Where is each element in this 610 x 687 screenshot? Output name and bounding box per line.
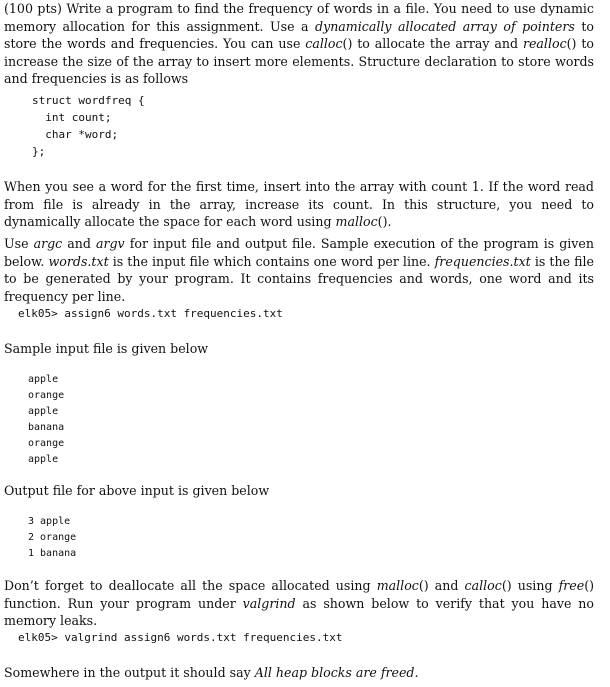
struct-code-block: struct wordfreq { int count; char *word; }; bbox=[32, 94, 145, 158]
intro-paragraph: (100 pts) Write a program to find the frequency of words in a file. You need to use dynamic memory allocation for this assignment. Use a dynamically allocated array of pointers to store the words and frequencies. You can use calloc() to allocate the array and realloc() to increase the size of the array to insert more elements. Structure declaration to store words and frequencies is as follows bbox=[4, 1, 594, 86]
input-line: apple bbox=[28, 374, 59, 385]
input-line: orange bbox=[28, 438, 65, 449]
input-line: banana bbox=[28, 422, 65, 433]
output-line: 3 apple bbox=[28, 516, 71, 527]
output-line: 2 orange bbox=[28, 532, 77, 543]
sample-output-block bbox=[28, 514, 76, 562]
input-line: apple bbox=[28, 454, 59, 465]
input-line: apple bbox=[28, 406, 59, 417]
output-line: 1 banana bbox=[28, 548, 77, 559]
sample-input-block bbox=[28, 372, 64, 468]
input-line: orange bbox=[28, 390, 65, 401]
output-label: Output file for above input is given below bbox=[4, 483, 270, 498]
valgrind-command: elk05> valgrind assign6 words.txt frequencies.txt bbox=[18, 631, 343, 644]
insert-rule-paragraph: When you see a word for the first time, insert into the array with count 1. If the word read from file is already in the array, increase its count. In this structure, you need to dynamically allocate the space for each word using malloc(). bbox=[4, 179, 594, 229]
argc-argv-paragraph: Use argc and argv for input file and output file. Sample execution of the program is given below. words.txt is the input file which contains one word per line. frequencies.txt is the file to be generated by your program. It contains frequencies and words, one word and its frequency per line. bbox=[4, 236, 594, 304]
sample-command: elk05> assign6 words.txt frequencies.txt bbox=[18, 307, 283, 320]
deallocate-paragraph: Don’t forget to deallocate all the space allocated using malloc() and calloc() using free() function. Run your program under valgrind as shown below to verify that you have no memory leaks. bbox=[4, 578, 595, 628]
sample-input-label: Sample input file is given below bbox=[4, 341, 209, 356]
final-note: Somewhere in the output it should say All heap blocks are freed. bbox=[4, 665, 419, 680]
